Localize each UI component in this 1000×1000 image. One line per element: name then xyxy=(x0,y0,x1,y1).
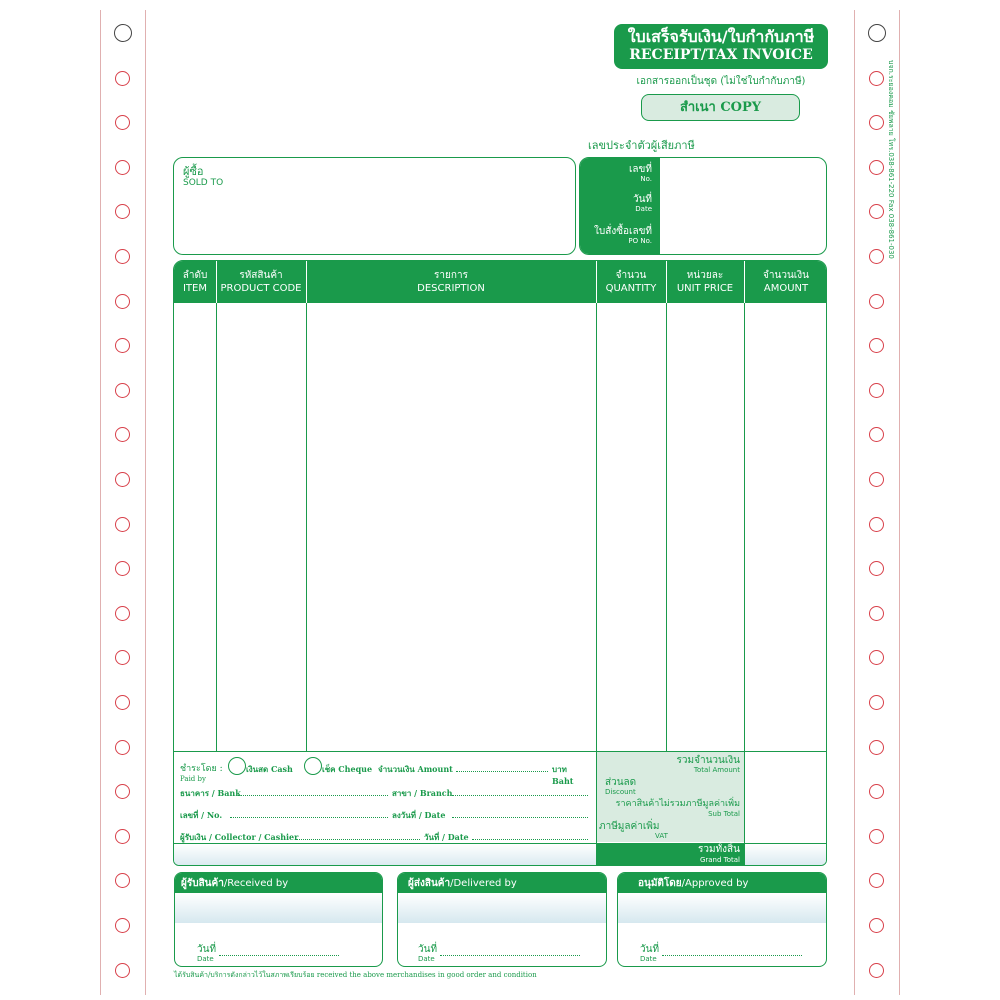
cheque-date-label: ลงวันที่ / Date xyxy=(392,810,446,820)
approved-date: วันที่ Date xyxy=(640,944,660,963)
tractor-hole xyxy=(868,24,886,42)
discount-label: ส่วนลด Discount xyxy=(605,777,637,796)
side-company-text: บจก.ระยองคอม ชัยพลาย โทร.038-861-220 Fax 038-861-030 xyxy=(887,60,895,259)
total-amount-label: รวมจำนวนเงิน Total Amount xyxy=(676,755,740,774)
tractor-hole xyxy=(115,963,130,978)
tractor-hole xyxy=(869,517,884,532)
col-unit-price: หน่วยละ UNIT PRICE xyxy=(676,270,734,294)
tractor-hole xyxy=(115,472,130,487)
grand-total-label: รวมทั้งสิ้น Grand Total xyxy=(596,843,744,866)
grand-total-left-cell xyxy=(174,843,596,866)
tractor-hole xyxy=(115,918,130,933)
copy-badge: สำเนา COPY xyxy=(641,94,800,121)
meta-row-number[interactable]: เลขที่ No. xyxy=(629,164,652,183)
tractor-hole xyxy=(115,160,130,175)
tractor-hole xyxy=(115,829,130,844)
tractor-hole xyxy=(115,427,130,442)
collector-label: ผู้รับเงิน / Collector / Cashier xyxy=(180,832,299,842)
tractor-hole xyxy=(114,24,132,42)
tax-id-label: เลขประจำตัวผู้เสียภาษี xyxy=(588,139,695,152)
sold-to-box[interactable] xyxy=(173,157,576,255)
col-description: รายการ DESCRIPTION xyxy=(417,270,485,294)
tractor-hole xyxy=(869,338,884,353)
collector-date-label: วันที่ / Date xyxy=(424,832,469,842)
tractor-hole xyxy=(115,695,130,710)
received-date: วันที่ Date xyxy=(197,944,217,963)
col-divider xyxy=(744,303,745,866)
tractor-hole xyxy=(869,650,884,665)
meta-row-po[interactable]: ใบสั่งซื้อเลขที่ PO No. xyxy=(594,226,652,245)
cash-label: เงินสด Cash xyxy=(246,764,293,774)
delivered-by-label-th: ผู้ส่งสินค้า xyxy=(408,878,451,889)
bank-label: ธนาคาร / Bank xyxy=(180,788,241,798)
tractor-hole xyxy=(115,383,130,398)
grand-total-amount-cell[interactable] xyxy=(745,843,827,866)
cash-checkbox[interactable] xyxy=(228,757,246,775)
footer-note: ได้รับสินค้า/บริการดังกล่าวไว้ในสภาพเรียบร้อย received the above merchandises in good order and condition xyxy=(174,971,537,979)
title-english: RECEIPT/TAX INVOICE xyxy=(629,47,813,63)
sold-to-label-en: SOLD TO xyxy=(183,178,224,188)
tractor-hole xyxy=(869,71,884,86)
tractor-hole xyxy=(115,873,130,888)
baht-label: บาท Baht xyxy=(552,764,574,786)
document-title-badge xyxy=(614,24,828,69)
tractor-hole xyxy=(115,740,130,755)
tractor-hole xyxy=(869,873,884,888)
subtotal-label: ราคาสินค้าไม่รวมภาษีมูลค่าเพิ่ม Sub Total xyxy=(615,799,740,818)
tractor-hole xyxy=(115,294,130,309)
amount-field[interactable] xyxy=(456,771,548,772)
meta-row-date[interactable]: วันที่ Date xyxy=(632,194,652,213)
collector-date-field[interactable] xyxy=(472,839,588,840)
payment-section: ชำระโดย : Paid by เงินสด Cash เช็ค Cheque จำนวนเงิน Amount บาท Baht ธนาคาร / Bank สาขา / Branch เลขที่ / No. ลงวันที่ / Date ผู้รับเงิน / Collector / Cashier วันที่ / Date xyxy=(180,757,590,843)
tractor-hole xyxy=(869,606,884,621)
sold-to-label-th: ผู้ซื้อ xyxy=(183,165,204,178)
paid-by-label: ชำระโดย : xyxy=(180,764,223,774)
delivered-by-box[interactable]: ผู้ส่งสินค้า/Delivered by วันที่ Date xyxy=(397,872,607,967)
received-date-field[interactable] xyxy=(219,955,339,956)
cheque-no-label: เลขที่ / No. xyxy=(180,810,223,820)
tractor-hole xyxy=(869,918,884,933)
approved-date-field[interactable] xyxy=(662,955,802,956)
branch-field[interactable] xyxy=(452,795,588,796)
tractor-hole xyxy=(869,160,884,175)
title-thai: ใบเสร็จรับเงิน/ใบกำกับภาษี xyxy=(627,27,815,46)
col-divider xyxy=(216,303,217,751)
tractor-hole xyxy=(869,963,884,978)
cheque-date-field[interactable] xyxy=(452,817,588,818)
invoice-meta-box xyxy=(579,157,827,255)
delivered-date-field[interactable] xyxy=(440,955,580,956)
tractor-hole xyxy=(115,561,130,576)
tractor-hole xyxy=(869,829,884,844)
approved-by-box[interactable]: อนุมัติโดย/Approved by วันที่ Date xyxy=(617,872,827,967)
tractor-hole xyxy=(869,740,884,755)
delivered-date: วันที่ Date xyxy=(418,944,438,963)
col-amount: จำนวนเงิน AMOUNT xyxy=(763,270,809,294)
tractor-hole xyxy=(869,472,884,487)
cheque-no-field[interactable] xyxy=(230,817,388,818)
set-note: เอกสารออกเป็นชุด (ไม่ใช่ใบกำกับภาษี) xyxy=(636,76,806,87)
tractor-hole xyxy=(115,650,130,665)
tractor-hole xyxy=(869,561,884,576)
cheque-label: เช็ค Cheque xyxy=(322,764,373,774)
tractor-hole xyxy=(869,383,884,398)
col-quantity: จำนวน QUANTITY xyxy=(605,270,657,294)
branch-label: สาขา / Branch xyxy=(392,788,453,798)
received-by-box[interactable]: ผู้รับสินค้า/Received by วันที่ Date xyxy=(174,872,383,967)
tractor-hole xyxy=(115,204,130,219)
tractor-hole xyxy=(115,338,130,353)
tractor-hole xyxy=(869,294,884,309)
amount-label: จำนวนเงิน Amount xyxy=(378,764,453,774)
tractor-hole xyxy=(115,517,130,532)
left-tractor-strip xyxy=(100,10,146,995)
col-product-code: รหัสสินค้า PRODUCT CODE xyxy=(220,270,302,294)
col-item: ลำดับ ITEM xyxy=(182,270,208,294)
tractor-hole xyxy=(869,204,884,219)
cheque-checkbox[interactable] xyxy=(304,757,322,775)
tractor-hole xyxy=(869,427,884,442)
col-divider xyxy=(306,303,307,751)
tractor-hole xyxy=(869,695,884,710)
collector-field[interactable] xyxy=(296,839,420,840)
tractor-hole xyxy=(115,249,130,264)
tractor-hole xyxy=(869,249,884,264)
tractor-hole xyxy=(115,784,130,799)
tractor-hole xyxy=(869,115,884,130)
bank-field[interactable] xyxy=(238,795,388,796)
vat-label: ภาษีมูลค่าเพิ่ม VAT xyxy=(599,821,668,840)
tractor-hole xyxy=(115,606,130,621)
items-table-header xyxy=(174,261,826,303)
items-table xyxy=(173,260,827,866)
approved-by-label-th: อนุมัติโดย xyxy=(638,878,682,889)
tractor-hole xyxy=(115,71,130,86)
tractor-hole xyxy=(115,115,130,130)
col-divider xyxy=(666,303,667,751)
received-by-label-th: ผู้รับสินค้า xyxy=(181,878,224,889)
tractor-hole xyxy=(869,784,884,799)
